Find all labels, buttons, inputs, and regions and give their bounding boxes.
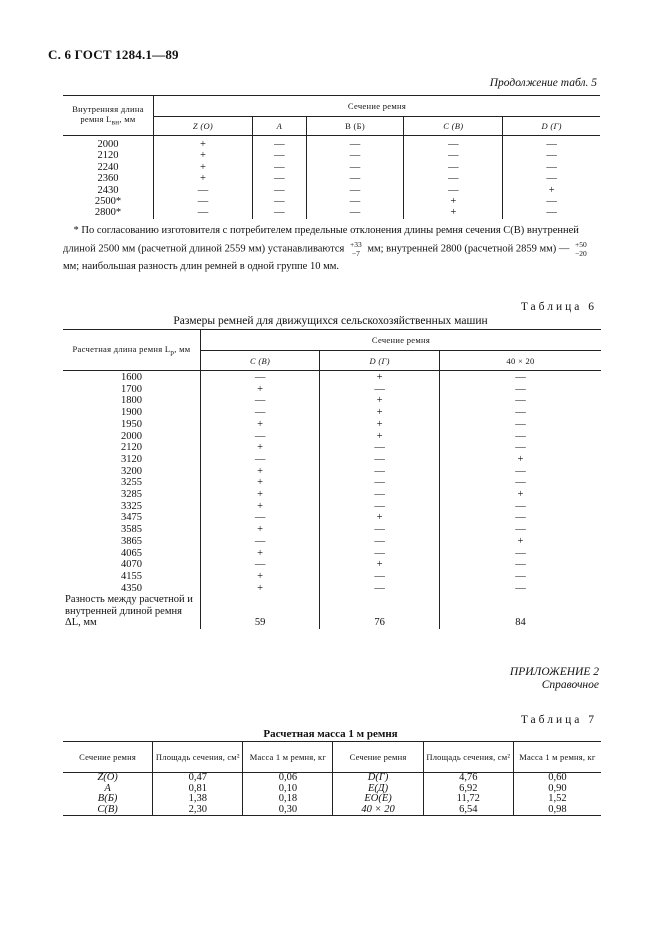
table-cell: D(Г) [333,773,423,784]
table-row [63,512,601,524]
table-cell: 0,10 [243,784,333,795]
frac-bottom: −20 [575,249,587,258]
table-cell: — [440,419,601,431]
table-cell: — [440,466,601,478]
table-cell: — [440,501,601,513]
table-cell: — [254,512,266,524]
table-cell: + [257,582,264,594]
table-cell: 4065 [63,548,201,560]
table-cell: — [254,559,266,571]
table-cell: 0,30 [243,805,333,816]
table-cell: — [254,430,266,442]
table6-section-header: Сечение ремня [371,335,431,345]
table-cell: 0,90 [513,784,601,795]
table-cell: — [320,384,440,396]
table-cell: — [254,395,266,407]
table-cell: — [404,150,503,161]
table-cell: 0,06 [243,773,333,784]
page-header: С. 6 ГОСТ 1284.1—89 [48,47,179,62]
table-cell: + [257,489,264,501]
table-cell: — [320,571,440,583]
table-cell: 1,38 [153,794,243,805]
table-cell: + [257,418,264,430]
table-cell: 1600 [63,371,201,384]
table-cell: 1900 [63,407,201,419]
table-cell: 3325 [63,501,201,513]
table-cell: — [320,536,440,548]
table-cell: — [254,372,266,383]
table-cell: — [440,571,601,583]
note-text: мм; внутренней 2800 (расчетной 2859 мм) — [367,243,570,255]
table-row [63,477,601,489]
table-cell: + [257,500,264,512]
table7-col-header: Сечение ремня [63,742,153,773]
table-cell: 3200 [63,466,201,478]
table5-continuation-label: Продолжение табл. 5 [489,77,597,89]
table-cell: — [440,407,601,419]
table-row [63,794,601,805]
table-cell: — [440,559,601,571]
table-cell: — [503,136,600,151]
table-cell: + [257,570,264,582]
table-cell: + [440,454,601,466]
table-cell: 1950 [63,419,201,431]
row-header-text: Расчетная длина ремня L [72,343,171,354]
table-cell: — [252,162,306,173]
table-cell: — [440,548,601,560]
table-cell: — [197,196,209,208]
table-cell: 4070 [63,559,201,571]
table-row [63,548,601,560]
table-cell: — [320,477,440,489]
table-cell: 3475 [63,512,201,524]
table5-section-header: Сечение ремня [347,101,407,111]
table-cell: 3285 [63,489,201,501]
table-row [63,559,601,571]
table5-col-header: С (В) [404,117,503,136]
table-cell: — [404,136,503,151]
table7-col-header: Площадь сечения, см² [153,742,243,773]
table-cell: — [252,173,306,184]
row-header-text: Внутренняя длина ремня L [72,104,144,125]
table-cell: 1,52 [513,794,601,805]
table-cell: 6,92 [423,784,513,795]
table7-col-header: Площадь сечения, см² [423,742,513,773]
table-cell: 2,30 [153,805,243,816]
table-cell: + [257,465,264,477]
table-cell: — [320,524,440,536]
table-row [63,571,601,583]
table7-title: Расчетная масса 1 м ремня [263,728,398,740]
table7-label: Таблица 7 [520,714,597,726]
table5 [63,95,600,219]
table-cell: 3865 [63,536,201,548]
table-cell: 4,76 [423,773,513,784]
table-cell: Z(О) [97,772,118,783]
table6 [63,329,601,629]
appendix-heading [510,666,599,692]
table-cell: В(Б) [97,793,118,804]
table-cell: — [197,184,209,196]
row-header-sub: вн [111,118,120,127]
table-cell: — [503,173,600,184]
table6-col-header: С (В) [201,351,320,371]
table5-col-header: Z (О) [154,117,253,136]
table-row [63,395,601,407]
table-cell: — [404,173,503,184]
table-row [63,196,600,207]
table-cell: 40 × 20 [333,805,423,816]
table-cell: А [104,782,111,794]
table-row [63,805,601,816]
table-cell: 3120 [63,454,201,466]
table5-col-header: В (Б) [306,117,404,136]
table6-diff-row [63,594,601,629]
table-row [63,136,600,151]
table-row [63,442,601,454]
table-cell: — [252,150,306,161]
tolerance-fraction [350,240,362,258]
appendix-subtitle: Справочное [541,679,599,691]
table-cell: 2430 [63,185,154,196]
table-cell: — [440,524,601,536]
table-cell: — [320,583,440,595]
table-cell: 1700 [63,384,201,396]
table5-col-header: А [252,117,306,136]
table-cell: 2800* [63,207,154,218]
table-cell: — [320,489,440,501]
table-row [63,536,601,548]
note-text: * По согласованию изготовителя с потребителем предельные отклонения длины ремня сечения С(В) внутренней длиной 2500 мм (расчетной длиной 2559 мм) устанавливаются [63,225,579,255]
table-cell: — [252,207,306,218]
table-cell: + [320,371,440,384]
table-cell: — [197,207,209,219]
table6-row-header [63,330,201,371]
table-row [63,583,601,595]
diff-value: 84 [440,594,601,629]
table-cell: + [320,395,440,407]
table-cell: — [306,173,404,184]
table-cell: + [257,547,264,559]
table-cell: + [320,407,440,419]
table-cell: — [254,453,266,465]
table-cell: + [320,431,440,443]
table-cell: — [440,395,601,407]
table-row [63,784,601,795]
table-cell: 0,18 [243,794,333,805]
table-cell: + [200,150,206,162]
table-cell: — [306,162,404,173]
table-cell: — [320,466,440,478]
row-header-unit: , мм [119,114,136,125]
table-cell: — [254,407,266,419]
table7-col-header: Масса 1 м ремня, кг [243,742,333,773]
table-cell: — [252,136,306,151]
table-cell: 3585 [63,524,201,536]
table-row [63,371,601,384]
table-cell: + [200,173,206,185]
table-row [63,419,601,431]
table-cell: — [440,371,601,384]
table-cell: 11,72 [423,794,513,805]
table-cell: — [503,162,600,173]
table-cell: + [404,196,503,207]
table-cell: 2000 [63,431,201,443]
table-cell: 0,81 [153,784,243,795]
table-cell: 2500* [63,196,154,207]
table-cell: — [404,185,503,196]
table-cell: — [306,196,404,207]
table-cell: 0,60 [513,773,601,784]
table-cell: — [306,150,404,161]
table-cell: — [320,501,440,513]
table-cell: — [440,384,601,396]
table-cell: + [257,442,264,454]
table6-title: Размеры ремней для движущихся сельскохозяйственных машин [173,315,488,327]
table-row [63,384,601,396]
diff-value: 76 [320,594,440,629]
table-cell: — [320,454,440,466]
table6-col-header: D (Г) [320,351,440,371]
table6-label: Таблица 6 [520,301,597,313]
table-row [63,489,601,501]
table-row [63,173,600,184]
table-cell: 4350 [63,583,201,595]
table-cell: + [320,512,440,524]
table-cell: 2120 [63,442,201,454]
table-cell: — [306,207,404,218]
table-cell: — [320,548,440,560]
table-cell: + [404,207,503,218]
row-header-sub: р [170,348,175,357]
table-cell: — [254,535,266,547]
table-cell: — [503,207,600,218]
table-cell: — [503,196,600,207]
diff-value: 59 [254,617,266,629]
table-row [63,501,601,513]
table-row [63,466,601,478]
table-cell: Е(Д) [333,784,423,795]
table7-col-header: Сечение ремня [333,742,423,773]
table-cell: С(В) [97,803,118,815]
table-cell: + [320,559,440,571]
appendix-title: ПРИЛОЖЕНИЕ 2 [509,666,599,678]
table-cell: — [503,150,600,161]
table5-row-header [63,96,154,136]
table-cell: + [320,419,440,431]
table-cell: + [257,524,264,536]
table-cell: 0,47 [153,773,243,784]
diff-label: Разность между расчетной и внутренней длиной ремня ΔL, мм [63,594,201,629]
table-row [63,454,601,466]
tolerance-fraction [575,240,587,258]
table-cell: 4155 [63,571,201,583]
table-cell: 2120 [63,150,154,161]
table-row [63,524,601,536]
table-cell: ЕО(Е) [333,794,423,805]
table-row [63,162,600,173]
table-row [63,185,600,196]
frac-top: +33 [349,240,362,249]
table-cell: + [257,477,264,489]
row-header-unit: , мм [174,343,191,354]
table5-footnote [63,222,600,276]
table6-col-header: 40 × 20 [440,351,601,371]
table5-col-header: D (Г) [503,117,600,136]
table-cell: 2240 [63,162,154,173]
table-row [63,407,601,419]
frac-top: +50 [575,240,587,249]
table-cell: 2000 [63,136,154,151]
frac-bottom: −7 [351,249,360,258]
table-cell: 1800 [63,395,201,407]
note-text: мм; наибольшая разность длин ремней в одной группе 10 мм. [63,261,340,273]
table-cell: 0,98 [513,805,601,816]
table-cell: — [440,431,601,443]
table-cell: + [503,185,600,196]
table-cell: + [200,139,206,150]
table-row [63,431,601,443]
table-cell: — [440,583,601,595]
table-cell: + [200,161,206,173]
table-cell: — [320,442,440,454]
table-cell: + [440,536,601,548]
table-cell: — [404,162,503,173]
table-cell: — [440,477,601,489]
table-row [63,207,600,218]
table-cell: 3255 [63,477,201,489]
table-cell: + [257,383,264,395]
table7-col-header: Масса 1 м ремня, кг [513,742,601,773]
table-cell: 2360 [63,173,154,184]
table-cell: — [306,185,404,196]
table-cell: — [252,196,306,207]
table-row [63,150,600,161]
table-cell: — [440,512,601,524]
table-cell: + [440,489,601,501]
table-cell: — [306,136,404,151]
table-row [63,773,601,784]
table-cell: — [252,185,306,196]
table-cell: — [440,442,601,454]
table-cell: 6,54 [423,805,513,816]
table7 [63,741,601,816]
